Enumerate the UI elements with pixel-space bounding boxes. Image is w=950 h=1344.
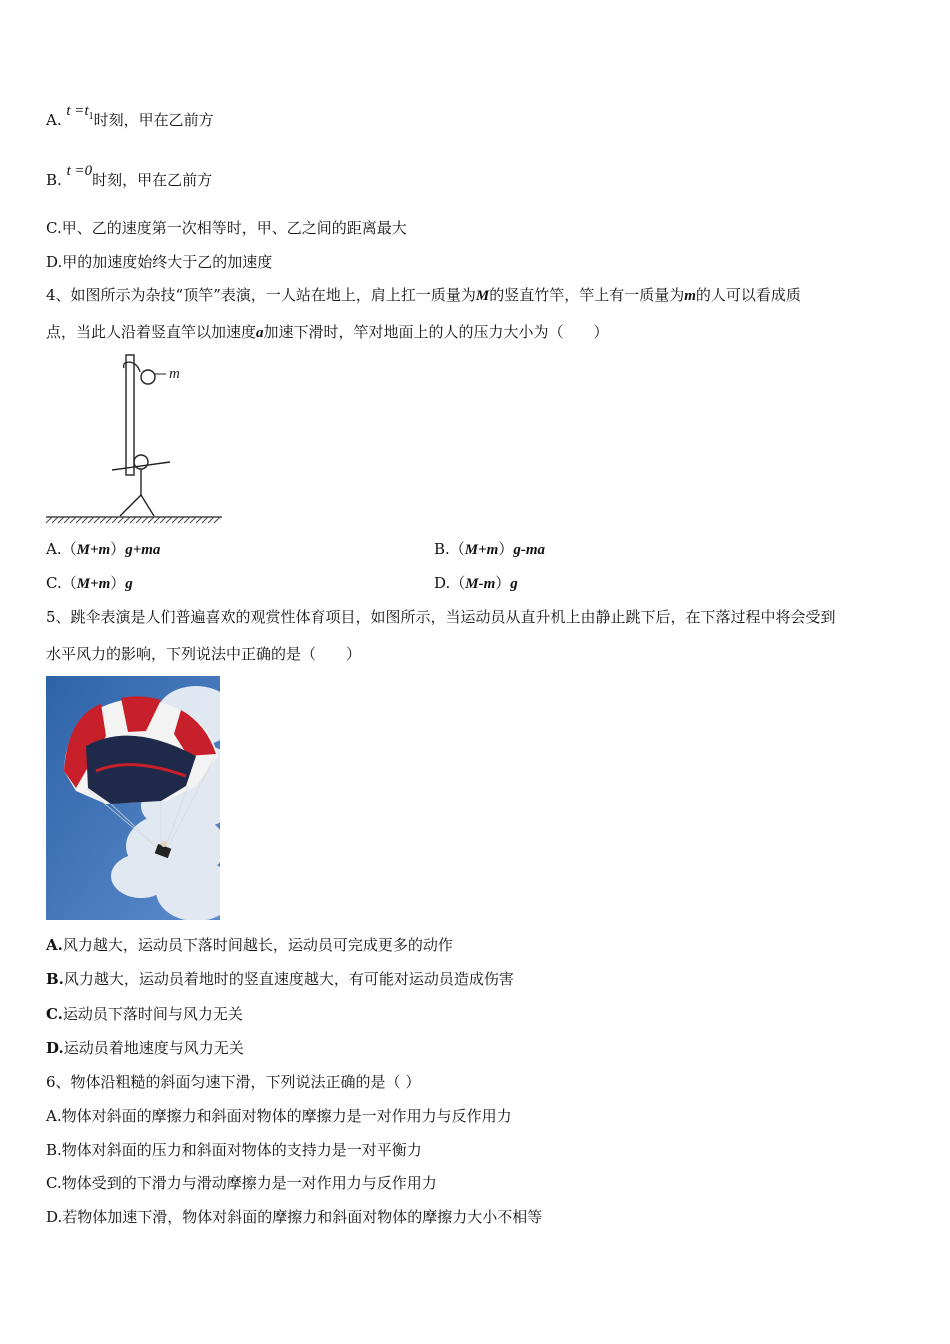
q5-stem-line1: 5、跳伞表演是人们普遍喜欢的观赏性体育项目，如图所示，当运动员从直升机上由静止跳下后，在下落过程中将会受到 (46, 608, 836, 626)
option-letter: B. (46, 970, 64, 988)
math-lhs: t = (66, 103, 85, 119)
q5-option-b (46, 969, 514, 989)
math-sub: 1 (88, 111, 94, 122)
math-expression: g (510, 576, 518, 592)
q6-option-c: C.物体受到的下滑力与滑动摩擦力是一对作用力与反作用力 (46, 1174, 437, 1192)
option-text: 时刻，甲在乙前方 (92, 171, 213, 189)
math-expression: M+m (464, 542, 499, 558)
option-letter: A.（ (46, 540, 77, 558)
text: 4、如图所示为杂技“顶竿”表演，一人站在地上，肩上扛一质量为 (46, 286, 476, 304)
option-letter: C. (46, 1005, 63, 1023)
math-a: a (256, 325, 264, 341)
q4-option-b (434, 539, 545, 560)
math-expression: g (125, 576, 133, 592)
q4-stem-line1 (46, 285, 801, 306)
option-text: 时刻，甲在乙前方 (93, 111, 214, 129)
option-text: 运动员下落时间与风力无关 (62, 1005, 243, 1023)
option-letter: D.（ (434, 574, 466, 592)
q5-option-c (46, 1004, 243, 1024)
text: 加速下滑时，竿对地面上的人的压力大小为（ ） (263, 323, 609, 341)
q5-option-a (46, 935, 453, 955)
option-letter: B.（ (434, 540, 465, 558)
option-text: 风力越大，运动员下落时间越长，运动员可完成更多的动作 (62, 936, 453, 954)
math-expression (66, 103, 94, 122)
math-expression: M+m (76, 542, 111, 558)
option-letter: B. (46, 171, 62, 189)
option-letter: C.（ (46, 574, 77, 592)
q6-option-b: B.物体对斜面的压力和斜面对物体的支持力是一对平衡力 (46, 1141, 422, 1159)
option-letter: A. (46, 111, 62, 129)
q3-option-c: C.甲、乙的速度第一次相等时，甲、乙之间的距离最大 (46, 219, 407, 237)
math-expression: g+ma (125, 542, 161, 558)
math-expression: t =0 (66, 163, 93, 179)
text: 的人可以看成质 (695, 286, 801, 304)
q3-option-b (46, 163, 213, 191)
q6-stem: 6、物体沿粗糙的斜面匀速下滑，下列说法正确的是（ ） (46, 1073, 421, 1091)
q6-option-d: D.若物体加速下滑，物体对斜面的摩擦力和斜面对物体的摩擦力大小不相等 (46, 1208, 543, 1226)
text: 点，当此人沿着竖直竿以加速度 (46, 323, 257, 341)
q3-option-a (46, 103, 214, 133)
q4-option-c (46, 573, 133, 594)
q4-stem-line2 (46, 322, 609, 343)
q3-option-d: D.甲的加速度始终大于乙的加速度 (46, 253, 273, 271)
paren: ） (498, 540, 514, 558)
text: 的竖直竹竿，竿上有一质量为 (489, 286, 685, 304)
q4-option-d (434, 573, 518, 594)
math-var: t (84, 103, 89, 119)
q4-option-a (46, 539, 160, 560)
option-text: 风力越大，运动员着地时的竖直速度越大，有可能对运动员造成伤害 (63, 970, 514, 988)
math-expression: M+m (76, 576, 111, 592)
math-expression: g-ma (513, 542, 546, 558)
option-text: 运动员着地速度与风力无关 (63, 1039, 244, 1057)
math-expression: M-m (465, 576, 496, 592)
option-letter: D. (46, 1039, 64, 1057)
paren: ） (110, 540, 126, 558)
q5-option-d (46, 1038, 244, 1058)
q6-option-a: A.物体对斜面的摩擦力和斜面对物体的摩擦力是一对作用力与反作用力 (46, 1107, 512, 1125)
figure-label-m: m (169, 366, 180, 382)
paren: ） (495, 574, 511, 592)
paren: ） (110, 574, 126, 592)
math-m: m (684, 288, 696, 304)
math-M: M (475, 288, 490, 304)
pole-acrobatics-figure (44, 350, 226, 528)
parachute-photo (46, 676, 220, 920)
option-letter: A. (46, 936, 63, 954)
q5-stem-line2: 水平风力的影响，下列说法中正确的是（ ） (46, 645, 362, 663)
